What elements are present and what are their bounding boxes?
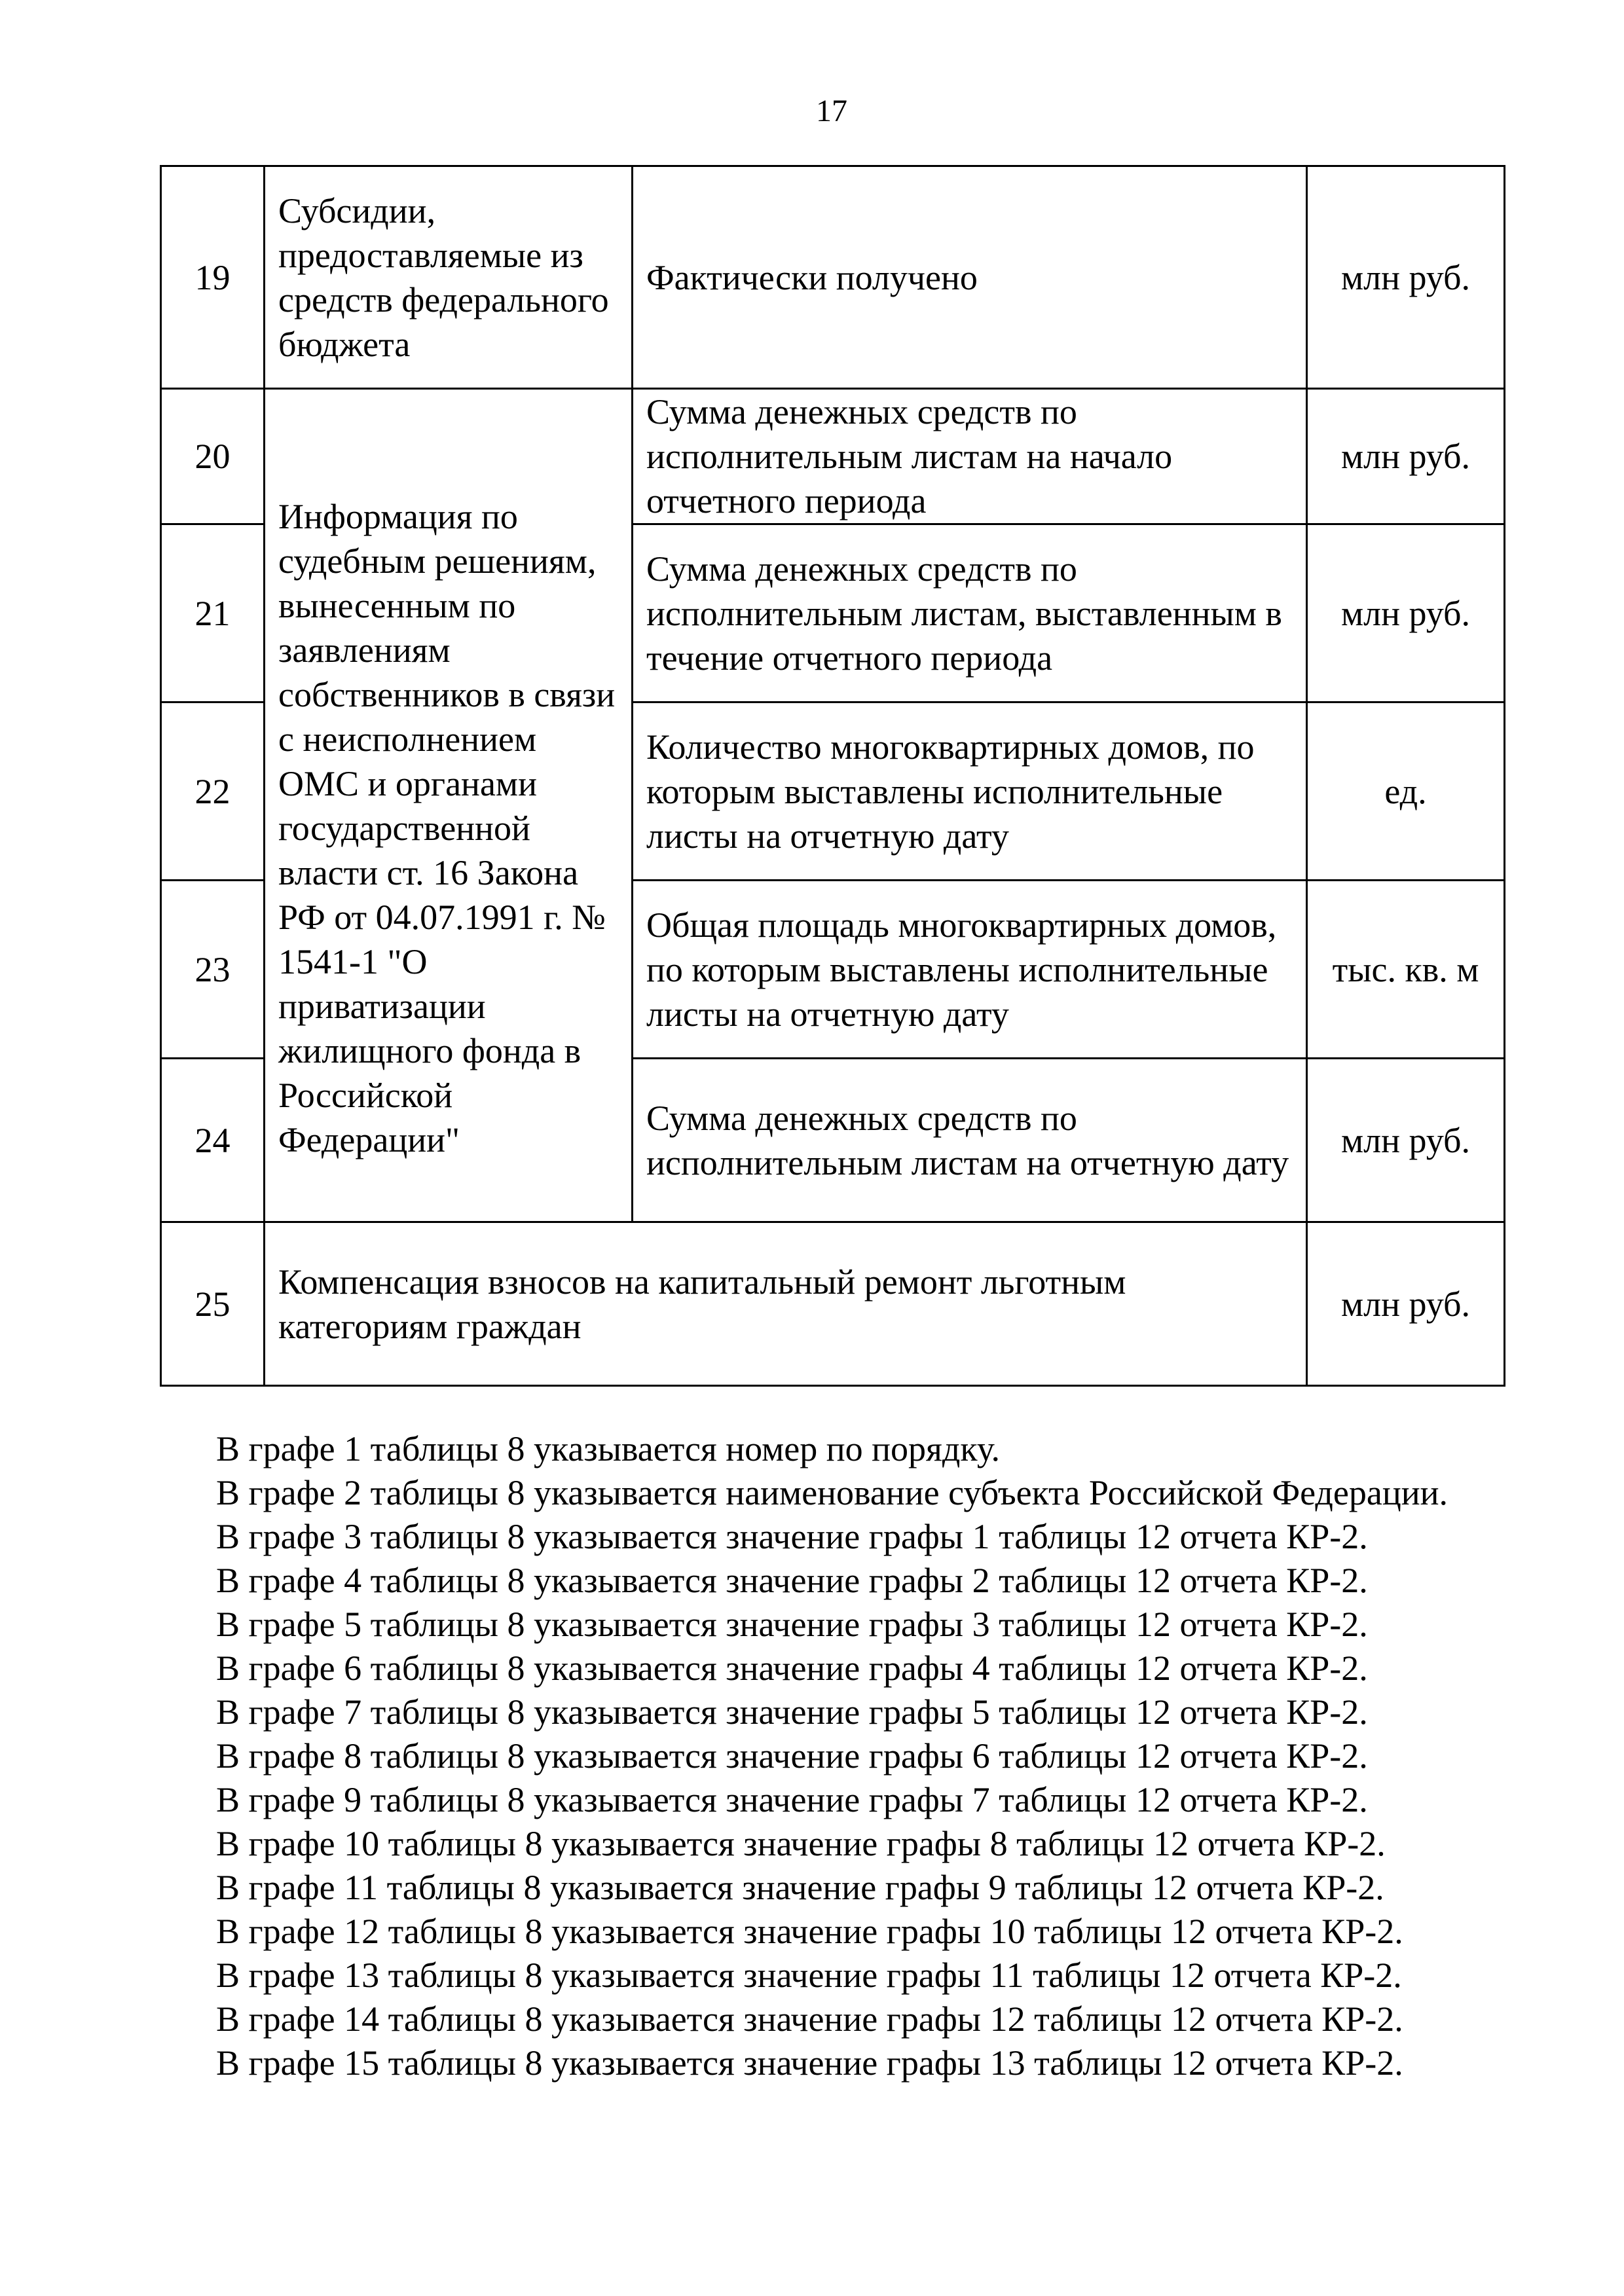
paragraph: В графе 12 таблицы 8 указывается значение графы 10 таблицы 12 отчета КР-2. — [216, 1912, 1403, 1951]
table-row — [161, 166, 1505, 389]
table-row — [161, 389, 1505, 524]
row-number: 22 — [161, 702, 265, 881]
unit-of-measure: тыс. кв. м — [1307, 881, 1505, 1059]
unit-of-measure: млн руб. — [1307, 1222, 1505, 1386]
row-number: 20 — [161, 389, 265, 524]
row-number: 23 — [161, 881, 265, 1059]
table-row — [161, 1222, 1505, 1386]
paragraph: В графе 1 таблицы 8 указывается номер по порядку. — [216, 1429, 1000, 1468]
indicator-description: Сумма денежных средств по исполнительным листам, выставленным в течение отчетного периода — [633, 524, 1307, 702]
paragraph: В графе 10 таблицы 8 указывается значение графы 8 таблицы 12 отчета КР-2. — [216, 1824, 1386, 1863]
unit-of-measure: млн руб. — [1307, 389, 1505, 524]
paragraph: В графе 4 таблицы 8 указывается значение графы 2 таблицы 12 отчета КР-2. — [216, 1561, 1368, 1600]
indicator-description: Количество многоквартирных домов, по которым выставлены исполнительные листы на отчетную дату — [633, 702, 1307, 881]
unit-of-measure: ед. — [1307, 702, 1505, 881]
page-number: 17 — [816, 94, 847, 128]
row-number: 24 — [161, 1059, 265, 1222]
paragraph: В графе 15 таблицы 8 указывается значение графы 13 таблицы 12 отчета КР-2. — [216, 2043, 1403, 2083]
unit-of-measure: млн руб. — [1307, 1059, 1505, 1222]
indicator-description: Компенсация взносов на капитальный ремонт льготным категориям граждан — [265, 1222, 1307, 1386]
unit-of-measure: млн руб. — [1307, 166, 1505, 389]
instructions-text — [160, 1427, 1504, 2085]
indicators-table — [160, 165, 1505, 1387]
indicator-name: Субсидии, предоставляемые из средств федерального бюджета — [265, 166, 633, 389]
indicator-description: Сумма денежных средств по исполнительным листам на отчетную дату — [633, 1059, 1307, 1222]
paragraph: В графе 3 таблицы 8 указывается значение графы 1 таблицы 12 отчета КР-2. — [216, 1517, 1368, 1556]
indicator-description: Фактически получено — [633, 166, 1307, 389]
paragraph: В графе 2 таблицы 8 указывается наименование субъекта Российской Федерации. — [216, 1473, 1449, 1512]
paragraph: В графе 8 таблицы 8 указывается значение графы 6 таблицы 12 отчета КР-2. — [216, 1736, 1368, 1776]
paragraph: В графе 9 таблицы 8 указывается значение графы 7 таблицы 12 отчета КР-2. — [216, 1780, 1368, 1819]
court-decisions-group-name: Информация по судебным решениям, вынесенным по заявлениям собственников в связи с неисполнением ОМС и органами государственной власти ст. 16 Закона РФ от 04.07.1991 г. № 1541-1 "О приватизации жилищного фонда в Российской Федерации" — [265, 389, 633, 1222]
paragraph: В графе 11 таблицы 8 указывается значение графы 9 таблицы 12 отчета КР-2. — [216, 1868, 1384, 1907]
paragraph: В графе 13 таблицы 8 указывается значение графы 11 таблицы 12 отчета КР-2. — [216, 1956, 1402, 1995]
paragraph: В графе 14 таблицы 8 указывается значение графы 12 таблицы 12 отчета КР-2. — [216, 1999, 1403, 2039]
row-number: 25 — [161, 1222, 265, 1386]
paragraph: В графе 6 таблицы 8 указывается значение графы 4 таблицы 12 отчета КР-2. — [216, 1649, 1368, 1688]
indicator-description: Сумма денежных средств по исполнительным листам на начало отчетного периода — [633, 389, 1307, 524]
unit-of-measure: млн руб. — [1307, 524, 1505, 702]
row-number: 19 — [161, 166, 265, 389]
indicator-description: Общая площадь многоквартирных домов, по которым выставлены исполнительные листы на отчетную дату — [633, 881, 1307, 1059]
row-number: 21 — [161, 524, 265, 702]
paragraph: В графе 7 таблицы 8 указывается значение графы 5 таблицы 12 отчета КР-2. — [216, 1692, 1368, 1732]
paragraph: В графе 5 таблицы 8 указывается значение графы 3 таблицы 12 отчета КР-2. — [216, 1605, 1368, 1644]
